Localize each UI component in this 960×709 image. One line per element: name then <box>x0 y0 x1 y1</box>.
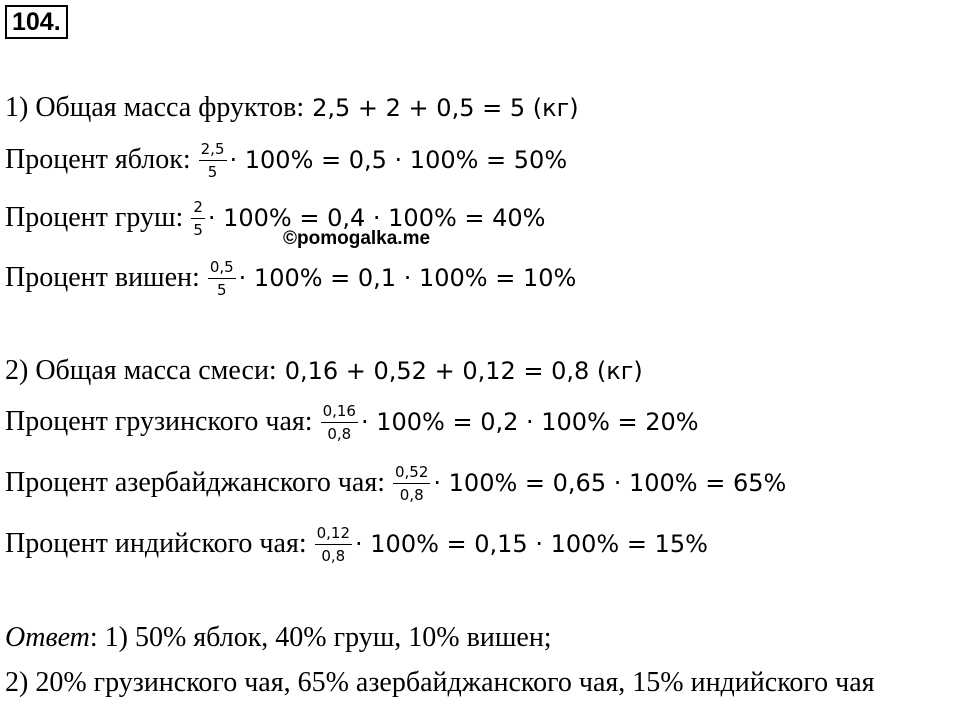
cherries-percent-label: Процент вишен: <box>5 262 200 293</box>
apples-fraction-denominator: 5 <box>207 162 218 181</box>
azerbaijani-tea-percent-expr: · 100% = 0,65 · 100% = 65% <box>433 469 787 497</box>
georgian-tea-percent-expr: · 100% = 0,2 · 100% = 20% <box>360 408 699 436</box>
pears-percent-label: Процент груш: <box>5 202 184 233</box>
cherries-fraction-numerator: 0,5 <box>208 258 236 279</box>
pears-percent-expr: · 100% = 0,4 · 100% = 40% <box>207 204 546 232</box>
indian-tea-fraction-numerator: 0,12 <box>315 524 352 545</box>
task-number: 104. <box>5 5 68 39</box>
fruit-total-expr: 2,5 + 2 + 0,5 = 5 (кг) <box>312 94 579 122</box>
fruit-total-line <box>5 82 579 134</box>
cherries-fraction-denominator: 5 <box>216 280 227 299</box>
georgian-tea-percent-line <box>5 396 699 448</box>
azerbaijani-tea-fraction <box>393 463 430 504</box>
georgian-tea-fraction <box>321 402 358 443</box>
georgian-tea-fraction-numerator: 0,16 <box>321 402 358 423</box>
pears-fraction-numerator: 2 <box>191 198 205 219</box>
answer-label: Ответ <box>5 622 90 653</box>
apples-percent-expr: · 100% = 0,5 · 100% = 50% <box>229 146 568 174</box>
indian-tea-percent-label: Процент индийского чая: <box>5 528 307 559</box>
pears-fraction <box>191 198 205 239</box>
azerbaijani-tea-fraction-numerator: 0,52 <box>393 463 430 484</box>
indian-tea-percent-line <box>5 518 708 570</box>
georgian-tea-percent-label: Процент грузинского чая: <box>5 406 313 437</box>
georgian-tea-fraction-denominator: 0,8 <box>327 424 352 443</box>
cherries-fraction <box>208 258 236 299</box>
apples-fraction-numerator: 2,5 <box>199 140 227 161</box>
watermark: ©pomogalka.me <box>283 228 431 249</box>
tea-total-line <box>5 345 643 397</box>
tea-total-expr: 0,16 + 0,52 + 0,12 = 0,8 (кг) <box>284 357 643 385</box>
apples-percent-line <box>5 134 567 186</box>
cherries-percent-line <box>5 252 576 304</box>
azerbaijani-tea-fraction-denominator: 0,8 <box>399 485 424 504</box>
answer-line-2 <box>5 657 875 709</box>
fruit-total-label: 1) Общая масса фруктов: <box>5 92 305 123</box>
pears-percent-line <box>5 192 545 244</box>
azerbaijani-tea-percent-line <box>5 457 786 509</box>
answer-text-2: 2) 20% грузинского чая, 65% азербайджанского чая, 15% индийского чая <box>5 667 875 698</box>
indian-tea-fraction-denominator: 0,8 <box>321 546 346 565</box>
indian-tea-percent-expr: · 100% = 0,15 · 100% = 15% <box>355 530 708 558</box>
indian-tea-fraction <box>315 524 352 565</box>
answer-text-1: : 1) 50% яблок, 40% груш, 10% вишен; <box>89 622 552 653</box>
cherries-percent-expr: · 100% = 0,1 · 100% = 10% <box>238 264 577 292</box>
pears-fraction-denominator: 5 <box>193 220 203 239</box>
apples-fraction <box>199 140 227 181</box>
azerbaijani-tea-percent-label: Процент азербайджанского чая: <box>5 467 385 498</box>
apples-percent-label: Процент яблок: <box>5 144 191 175</box>
tea-total-label: 2) Общая масса смеси: <box>5 355 277 386</box>
